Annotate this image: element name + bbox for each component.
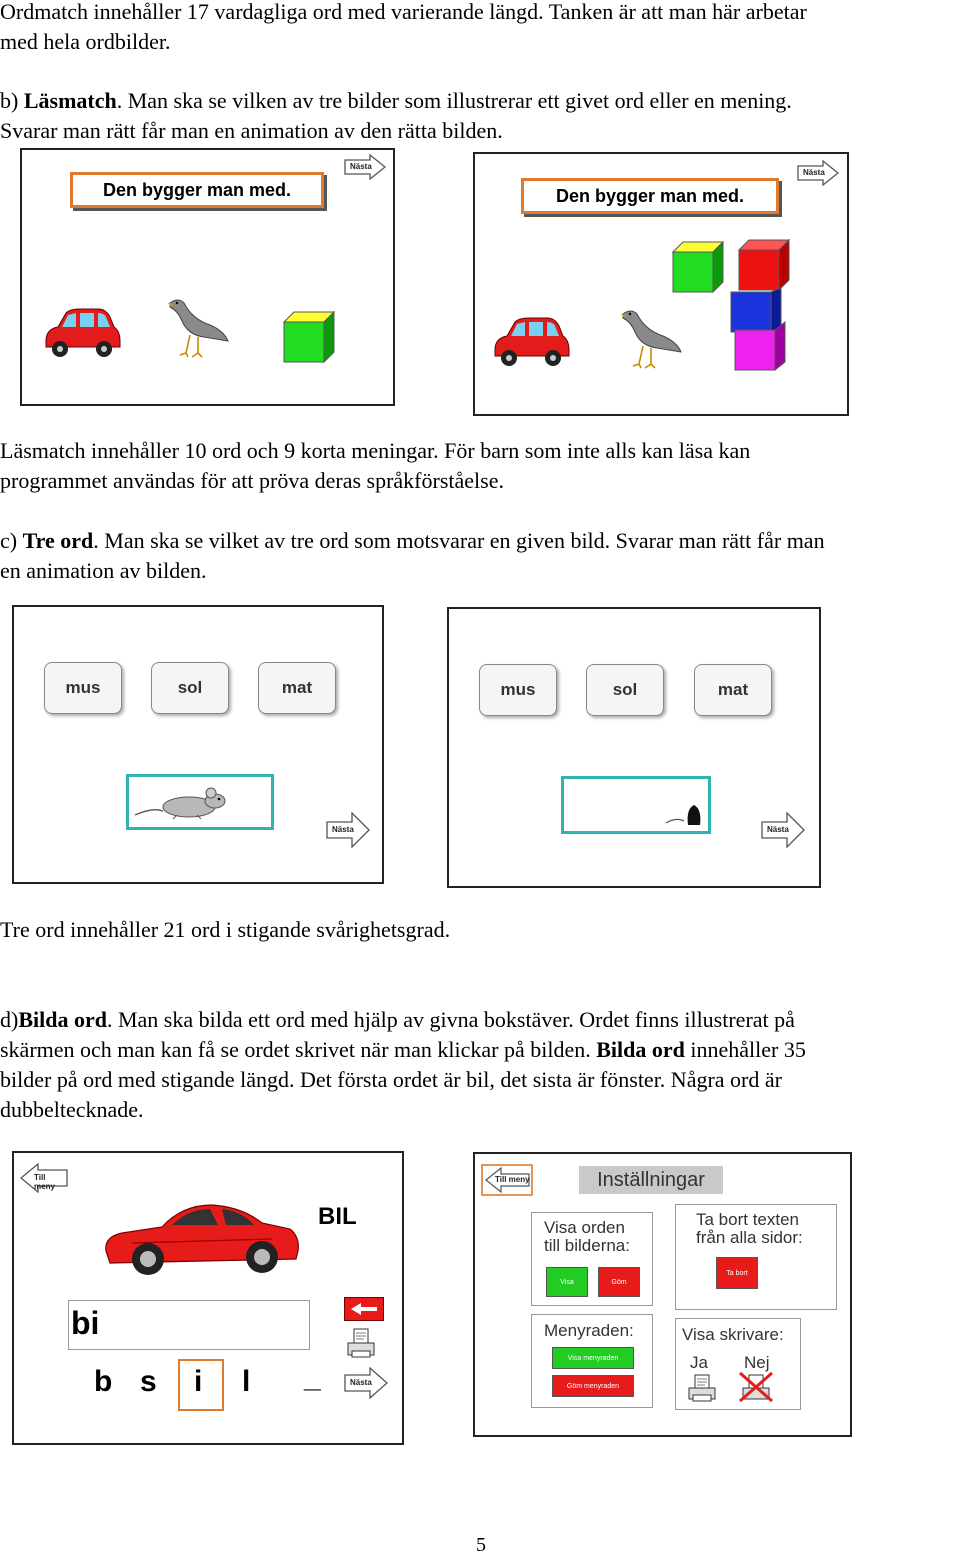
menu-label: Till meny [495,1175,530,1184]
menu-button[interactable] [20,1163,68,1193]
menu-button[interactable] [481,1164,533,1196]
text-line: Tre ord innehåller 21 ord i stigande svårighetsgrad. [0,917,451,942]
remove-text-panel [675,1204,837,1310]
settings-title: Inställningar [579,1166,723,1194]
next-button[interactable] [344,1367,388,1399]
typed-word-field[interactable] [68,1300,310,1350]
text-line: Ordmatch innehåller 17 vardagliga ord med varierande längd. Tanken är att man här arbetar [0,0,807,24]
lasmatch-screenshot-1 [20,148,395,406]
show-words-panel [531,1212,653,1306]
remove-text-title: Ta bort texten från alla sidor: [696,1210,803,1247]
picture-box[interactable] [561,776,711,834]
hide-words-button[interactable]: Göm [598,1267,640,1297]
printer-title: Visa skrivare: [682,1325,784,1344]
next-button[interactable] [797,160,839,186]
paragraph-ordmatch [0,0,960,57]
backspace-button[interactable] [344,1297,384,1321]
remove-text-button[interactable]: Ta bort [716,1257,758,1289]
magenta-cube-icon[interactable] [733,320,787,372]
red-cube-icon[interactable] [737,238,791,292]
typed-word: bi [71,1305,100,1341]
hide-menu-row-button[interactable]: Göm menyraden [552,1375,634,1397]
lasmatch-screenshot-2 [473,152,849,416]
show-words-button[interactable]: Visa [546,1267,588,1297]
sports-car-icon[interactable] [102,1193,302,1281]
text-line: med hela ordbilder. [0,29,171,54]
backspace-icon [345,1298,383,1320]
text-line: bilder på ord med stigande längd. Det första ordet är bil, det sista är fönster. Några ord är [0,1067,782,1092]
treord-screenshot-2 [447,607,821,888]
sentence-label: Den bygger man med. [70,172,324,208]
word-button-mat[interactable]: mat [694,664,772,716]
picture-box[interactable] [126,774,274,830]
menu-row-panel [531,1314,653,1408]
text-line: b) Läsmatch. Man ska se vilken av tre bilder som illustrerar ett givet ord eller en mening. [0,88,792,113]
bird-icon[interactable] [617,306,685,372]
show-menu-row-button[interactable]: Visa menyraden [552,1347,634,1369]
printer-icon[interactable] [346,1327,376,1359]
mouse-icon [133,785,233,821]
page-number: 5 [476,1534,486,1556]
letter-l[interactable]: l [242,1365,251,1398]
sentence-label: Den bygger man med. [521,178,779,214]
bildaord-screenshot [12,1151,404,1445]
text-line: programmet användas för att pröva deras språkförståelse. [0,468,504,493]
printer-yes-icon[interactable] [688,1373,716,1403]
next-button[interactable] [344,154,386,180]
next-label: Nästa [767,825,789,834]
word-button-sol[interactable]: sol [151,662,229,714]
text-line: c) Tre ord. Man ska se vilket av tre ord som motsvarar en given bild. Svarar man rätt får man [0,528,825,553]
paragraph-treord [0,526,960,586]
paragraph-lasmatch [0,86,960,146]
word-button-mat[interactable]: mat [258,662,336,714]
cube-icon[interactable] [282,310,336,364]
next-button[interactable] [326,812,370,848]
letter-space[interactable]: _ [304,1361,321,1394]
text-line: Läsmatch innehåller 10 ord och 9 korta meningar. För barn som inte alls kan läsa kan [0,438,751,463]
word-button-mus[interactable]: mus [44,662,122,714]
yes-label: Ja [690,1353,708,1372]
letter-b[interactable]: b [94,1365,113,1398]
next-button[interactable] [761,812,805,848]
next-label: Nästa [332,825,354,834]
text-line: d)Bilda ord. Man ska bilda ett ord med hjälp av givna bokstäver. Ordet finns illustrerat på [0,1007,795,1032]
word-button-mus[interactable]: mus [479,664,557,716]
menu-row-title: Menyraden: [544,1321,634,1340]
text-line: en animation av bilden. [0,558,207,583]
mouse-hole-icon [664,801,708,829]
menu-label: Till meny [34,1173,55,1191]
text-line: skärmen och man kan få se ordet skrivet när man klickar på bilden. Bilda ord innehåller 35 [0,1037,806,1062]
treord-screenshot-1 [12,605,384,884]
next-label: Nästa [350,162,372,171]
car-icon[interactable] [489,314,571,370]
letter-s[interactable]: s [140,1365,157,1398]
settings-screenshot [473,1152,852,1437]
no-label: Nej [744,1353,770,1372]
car-icon[interactable] [40,305,122,361]
next-label: Nästa [350,1378,372,1387]
next-label: Nästa [803,168,825,177]
show-words-title: Visa orden till bilderna: [544,1218,630,1255]
green-cube-icon[interactable] [671,240,725,294]
bird-icon[interactable] [164,295,232,361]
printer-no-icon[interactable] [736,1369,776,1405]
printer-panel [675,1318,801,1410]
paragraph-lasmatch-info [0,436,960,496]
text-line: Svarar man rätt får man en animation av den rätta bilden. [0,118,503,143]
paragraph-treord-info [0,915,960,945]
word-label: BIL [318,1203,357,1230]
word-button-sol[interactable]: sol [586,664,664,716]
letter-i[interactable]: i [194,1365,203,1398]
text-line: dubbeltecknade. [0,1097,144,1122]
paragraph-bildaord [0,1005,960,1125]
